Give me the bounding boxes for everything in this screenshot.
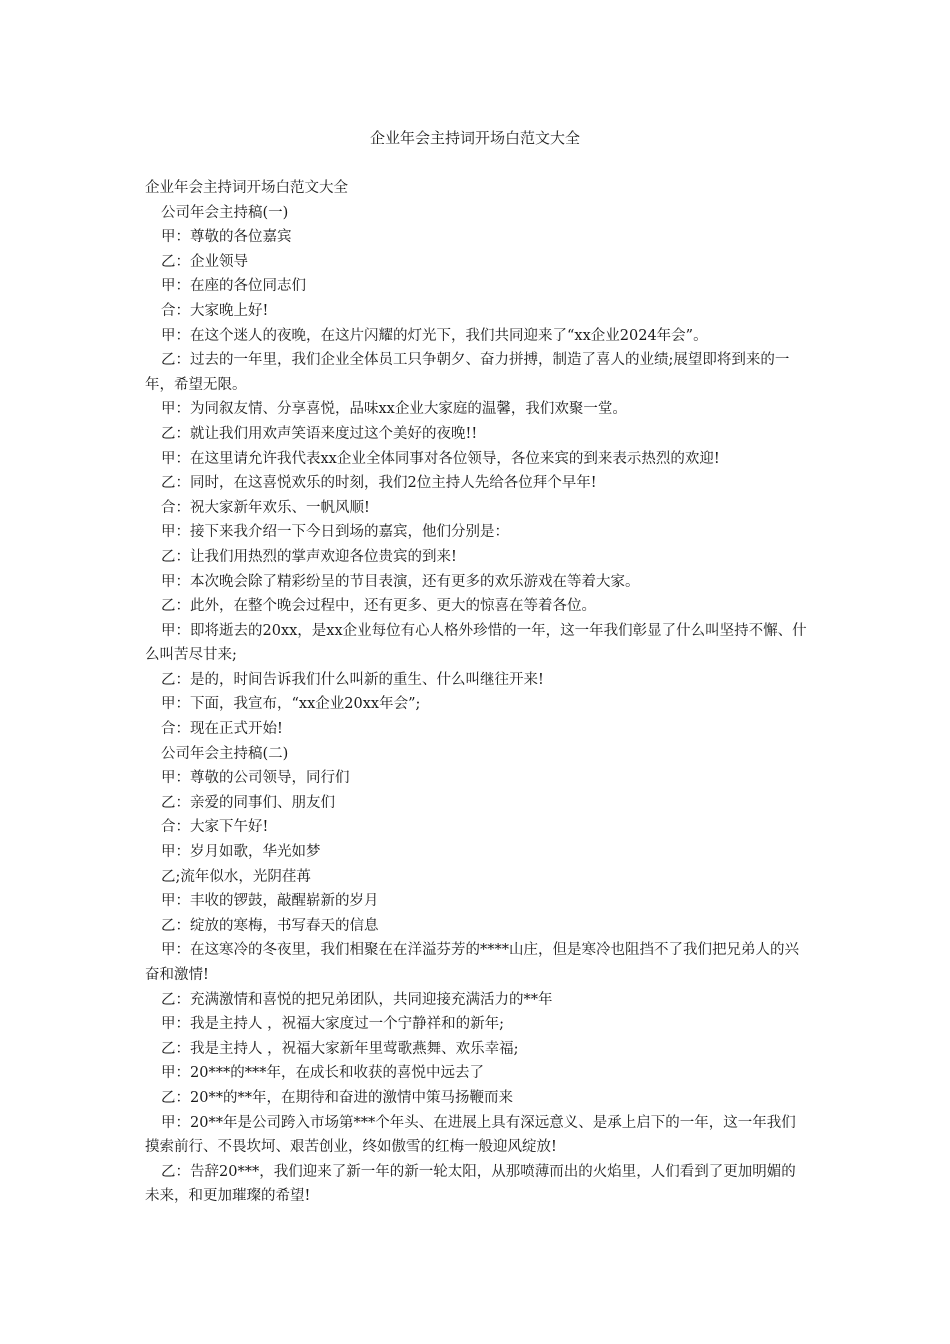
body-paragraph: 乙：同时，在这喜悦欢乐的时刻，我们2位主持人先给各位拜个早年! — [161, 475, 597, 492]
body-paragraph: 甲：20**年是公司跨入市场第***个年头、在进展上具有深远意义、是承上启下的一年，这一年我们摸索前行、不畏坎坷、艰苦创业，终如傲雪的红梅一般迎风绽放! — [145, 1114, 796, 1156]
body-paragraph: 乙：20**的**年，在期待和奋进的激情中策马扬鞭而来 — [161, 1089, 513, 1106]
body-paragraph: 乙：企业领导 — [161, 253, 248, 270]
body-paragraph: 甲：本次晚会除了精彩纷呈的节目表演，还有更多的欢乐游戏在等着大家。 — [161, 573, 640, 590]
document-title: 企业年会主持词开场白范文大全 — [369, 129, 580, 147]
body-paragraph: 乙：此外，在整个晚会过程中，还有更多、更大的惊喜在等着各位。 — [161, 598, 596, 615]
body-paragraph: 合：大家晚上好! — [161, 302, 269, 319]
body-paragraph: 乙：是的，时间告诉我们什么叫新的重生、什么叫继往开来! — [161, 671, 544, 688]
body-paragraph: 乙：过去的一年里，我们企业全体员工只争朝夕、奋力拼搏，制造了喜人的业绩;展望即将到来的一年，希望无限。 — [145, 352, 790, 393]
document-body — [145, 176, 810, 1209]
body-paragraph: 甲：接下来我介绍一下今日到场的嘉宾，他们分别是： — [161, 524, 509, 541]
body-paragraph: 甲：下面，我宣布，“xx企业20xx年会”; — [161, 696, 421, 713]
body-paragraph: 甲：在这个迷人的夜晚，在这片闪耀的灯光下，我们共同迎来了“xx企业2024年会”。 — [161, 327, 708, 344]
body-paragraph: 合：现在正式开始! — [161, 721, 283, 738]
body-paragraph: 公司年会主持稿(一) — [161, 204, 289, 221]
body-paragraph: 乙：就让我们用欢声笑语来度过这个美好的夜晚!! — [161, 425, 478, 442]
body-paragraph: 甲：20***的***年，在成长和收获的喜悦中远去了 — [161, 1065, 484, 1082]
body-paragraph: 乙：让我们用热烈的掌声欢迎各位贵宾的到来! — [161, 548, 457, 565]
body-paragraph: 乙：我是主持人 ，祝福大家新年里莺歌燕舞、欢乐幸福; — [161, 1040, 519, 1057]
body-paragraph: 甲：尊敬的公司领导，同行们 — [161, 770, 350, 787]
body-paragraph: 乙：告辞20***，我们迎来了新一年的新一轮太阳，从那喷薄而出的火焰里，人们看到了更加明媚的未来，和更加璀璨的希望! — [145, 1163, 796, 1205]
body-paragraph: 甲：我是主持人 ，祝福大家度过一个宁静祥和的新年; — [161, 1016, 504, 1033]
body-paragraph: 甲：为同叙友情、分享喜悦，品味xx企业大家庭的温馨，我们欢聚一堂。 — [161, 401, 627, 418]
body-paragraph: 合：祝大家新年欢乐、一帆风顺! — [161, 499, 370, 516]
body-paragraph: 甲：尊敬的各位嘉宾 — [161, 229, 292, 246]
body-paragraph: 合：大家下午好! — [161, 819, 269, 836]
body-paragraph: 乙;流年似水，光阴荏苒 — [161, 868, 311, 885]
body-paragraph: 企业年会主持词开场白范文大全 — [145, 180, 348, 196]
body-paragraph: 甲：在座的各位同志们 — [161, 278, 306, 295]
body-paragraph: 甲：丰收的锣鼓，敲醒崭新的岁月 — [161, 893, 379, 910]
body-paragraph: 公司年会主持稿(二) — [161, 745, 289, 762]
body-paragraph: 甲：岁月如歌，华光如梦 — [161, 844, 321, 861]
body-paragraph: 甲：在这寒冷的冬夜里，我们相聚在在洋溢芬芳的****山庄，但是寒冷也阻挡不了我们把兄弟人的兴奋和激情! — [145, 942, 799, 983]
body-paragraph: 乙：亲爱的同事们、朋友们 — [161, 794, 335, 811]
body-paragraph: 乙：充满激情和喜悦的把兄弟团队，共同迎接充满活力的**年 — [161, 991, 553, 1008]
body-paragraph: 甲：在这里请允许我代表xx企业全体同事对各位领导，各位来宾的到来表示热烈的欢迎! — [161, 450, 720, 467]
body-paragraph: 甲：即将逝去的20xx，是xx企业每位有心人格外珍惜的一年，这一年我们彰显了什么叫坚持不懈、什么叫苦尽甘来; — [145, 622, 807, 664]
body-paragraph: 乙：绽放的寒梅，书写春天的信息 — [161, 917, 379, 934]
